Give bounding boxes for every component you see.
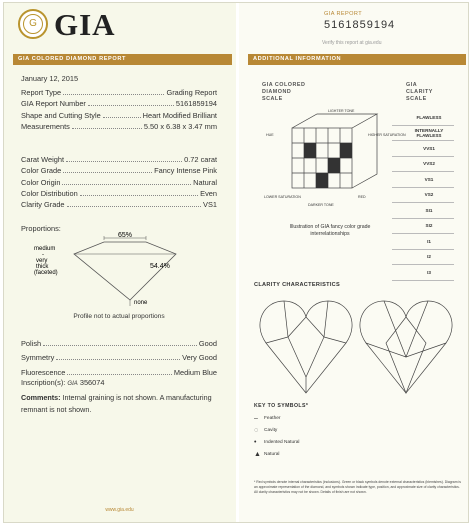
footer-url: www.gia.edu	[105, 507, 134, 513]
clarity-grade: FLAWLESS	[392, 110, 454, 126]
right-banner: ADDITIONAL INFORMATION	[248, 54, 466, 65]
feather-icon: –	[254, 414, 258, 422]
higher-label: HIGHER SATURATION	[368, 133, 406, 137]
clarity-grade: INTERNALLY FLAWLESS	[392, 126, 454, 142]
color-scale-title: GIA COLORED DIAMOND SCALE	[262, 82, 306, 102]
detail-row: Measurements 5.50 x 6.38 x 3.47 mm	[21, 121, 217, 131]
svg-text:thick: thick	[36, 264, 49, 270]
report-date: January 12, 2015	[21, 74, 79, 83]
lighter-label: LIGHTER TONE	[328, 109, 355, 113]
clarity-grade: I2	[392, 250, 454, 266]
clarity-grade: VVS1	[392, 141, 454, 157]
girdle-label	[34, 246, 58, 276]
clarity-plot-diagrams	[258, 297, 454, 397]
inscription: Inscription(s): GIA 356074	[21, 378, 105, 387]
key-item: ◌ Cavity	[254, 426, 278, 434]
grade-row: Color Origin Natural	[21, 177, 217, 187]
footnote: * Red symbols denote internal characteristics (inclusions). Green or black symbols denote external characteristics (blemishes). Diagram is an approximate representation of the diamond, and symbols shown indicate type, position, and approximate size of clarity characteristics. All clarity characteristics may not be shown. Details of finish are not shown.	[254, 480, 461, 494]
comments: Comments: Internal graining is not shown. A manufacturing remnant is not shown.	[21, 393, 212, 414]
clarity-grade: SI2	[392, 219, 454, 235]
left-banner: GIA COLORED DIAMOND REPORT	[13, 54, 232, 65]
report-details	[21, 86, 217, 131]
detail-row: GIA Report Number 5161859194	[21, 99, 217, 109]
grade-row: Clarity Grade VS1	[21, 199, 217, 209]
finish-details	[21, 337, 217, 377]
svg-text:very: very	[36, 258, 48, 264]
gia-inscription-icon: GIA	[67, 381, 78, 387]
clarity-scale	[392, 110, 454, 281]
key-title: KEY TO SYMBOLS*	[254, 403, 309, 409]
grade-row: Color Distribution Even	[21, 188, 217, 198]
finish-row: Polish Good	[21, 339, 217, 349]
svg-text:(faceted): (faceted)	[34, 270, 58, 276]
clarity-grade: VS1	[392, 172, 454, 188]
key-item: ▲ Natural	[254, 450, 280, 458]
grading-results	[21, 153, 217, 209]
proportions-caption: Profile not to actual proportions	[73, 313, 165, 320]
natural-icon: ▲	[254, 450, 261, 458]
gia-seal-icon: G	[18, 9, 48, 39]
logo-text: GIA	[54, 7, 116, 42]
table-percent: 65%	[117, 232, 133, 239]
verify-text: Verify this report at gia.edu	[322, 40, 382, 46]
hue-label: HUE	[266, 133, 274, 137]
svg-text:medium: medium	[34, 246, 56, 252]
report-number: 5161859194	[324, 19, 396, 31]
finish-row: Symmetry Very Good	[21, 353, 217, 363]
culet-label: none	[134, 300, 148, 306]
grade-row: Color Grade Fancy Intense Pink	[21, 166, 217, 176]
clarity-scale-title: GIA CLARITY SCALE	[406, 82, 433, 102]
clarity-grade: VS2	[392, 188, 454, 204]
detail-row: Report Type Grading Report	[21, 88, 217, 98]
clarity-grade: I3	[392, 265, 454, 281]
scale-caption: Illustration of GIA fancy color grade interrelationships	[289, 224, 371, 237]
finish-row: Fluorescence Medium Blue	[21, 367, 217, 377]
key-item: – Feather	[254, 414, 281, 422]
report-label: GIA REPORT	[324, 11, 363, 17]
clarity-grade: SI1	[392, 203, 454, 219]
cavity-icon: ◌	[254, 426, 259, 434]
depth-percent: 54.4%	[150, 263, 170, 270]
gia-logo	[18, 8, 128, 40]
indented-natural-icon: •	[254, 438, 257, 446]
lower-label: LOWER SATURATION	[264, 195, 301, 199]
color-grade-diagram	[262, 106, 406, 214]
clarity-characteristics-title: CLARITY CHARACTERISTICS	[254, 282, 341, 288]
clarity-grade: VVS2	[392, 157, 454, 173]
detail-row: Shape and Cutting Style Heart Modified Brilliant	[21, 110, 217, 120]
red-label: RED	[358, 195, 366, 199]
proportions-title: Proportions:	[21, 224, 61, 233]
clarity-grade: I1	[392, 234, 454, 250]
key-item: • Indented Natural	[254, 438, 300, 446]
grade-row: Carat Weight 0.72 carat	[21, 155, 217, 165]
darker-label: DARKER TONE	[308, 203, 334, 207]
proportions-diagram	[34, 232, 204, 312]
symbol-key	[254, 403, 308, 460]
svg-text:-: -	[42, 252, 44, 258]
